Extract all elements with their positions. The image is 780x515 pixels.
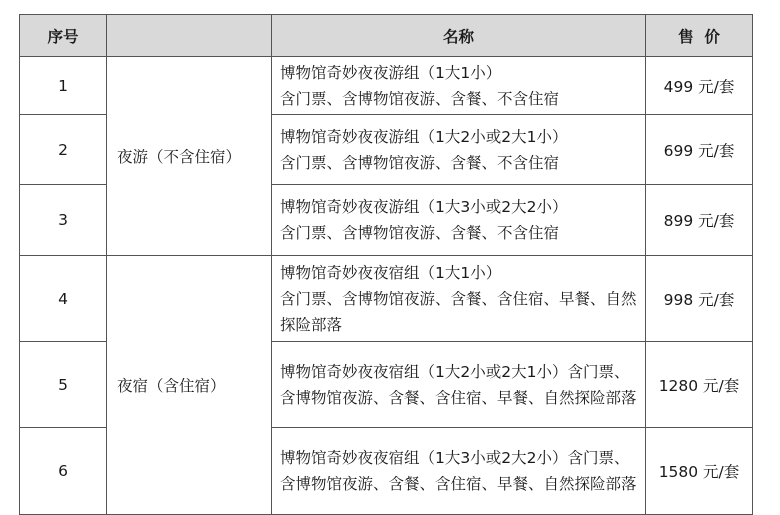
category-night-tour: 夜游（不含住宿） (107, 57, 272, 256)
package-description (272, 342, 646, 428)
package-title: 博物馆奇妙夜夜游组（1大2小或2大1小） (280, 127, 568, 146)
package-price: 899 元/套 (646, 185, 753, 256)
row-number: 4 (20, 256, 107, 342)
package-title: 博物馆奇妙夜夜游组（1大3小或2大2小） (280, 198, 568, 216)
row-number: 3 (20, 185, 107, 256)
category-night-stay: 夜宿（含住宿） (107, 256, 272, 515)
package-description (272, 428, 646, 515)
package-title: 博物馆奇妙夜夜游组（1大1小） (280, 63, 502, 82)
row-number: 1 (20, 57, 107, 115)
package-detail: 含门票、含博物馆夜游、含餐、不含住宿 (280, 224, 560, 242)
package-description (272, 185, 646, 256)
table-header-row (20, 15, 753, 57)
row-number: 5 (20, 342, 107, 428)
package-detail: 含门票、含博物馆夜游、含餐、不含住宿 (280, 89, 560, 108)
row-number: 6 (20, 428, 107, 515)
package-title: 博物馆奇妙夜夜宿组（1大1小） (280, 263, 502, 282)
package-price: 1580 元/套 (646, 428, 753, 515)
header-category (107, 15, 272, 57)
package-detail: 含门票、含博物馆夜游、含餐、含住宿、早餐、自然探险部落 (280, 289, 637, 334)
header-no: 序号 (20, 15, 107, 57)
header-name: 名称 (272, 15, 646, 57)
package-text: 博物馆奇妙夜夜宿组（1大2小或2大1小）含门票、含博物馆夜游、含餐、含住宿、早餐、自然探险部落 (280, 362, 637, 407)
price-table (19, 14, 753, 515)
package-price: 699 元/套 (646, 115, 753, 185)
header-price: 售 价 (646, 15, 753, 57)
package-text: 博物馆奇妙夜夜宿组（1大3小或2大2小）含门票、含博物馆夜游、含餐、含住宿、早餐、自然探险部落 (280, 449, 637, 493)
table-row (20, 57, 753, 115)
package-detail: 含门票、含博物馆夜游、含餐、不含住宿 (280, 153, 560, 172)
package-price: 1280 元/套 (646, 342, 753, 428)
package-description (272, 256, 646, 342)
row-number: 2 (20, 115, 107, 185)
package-description (272, 57, 646, 115)
package-price: 998 元/套 (646, 256, 753, 342)
table-row (20, 256, 753, 342)
package-price: 499 元/套 (646, 57, 753, 115)
package-description (272, 115, 646, 185)
